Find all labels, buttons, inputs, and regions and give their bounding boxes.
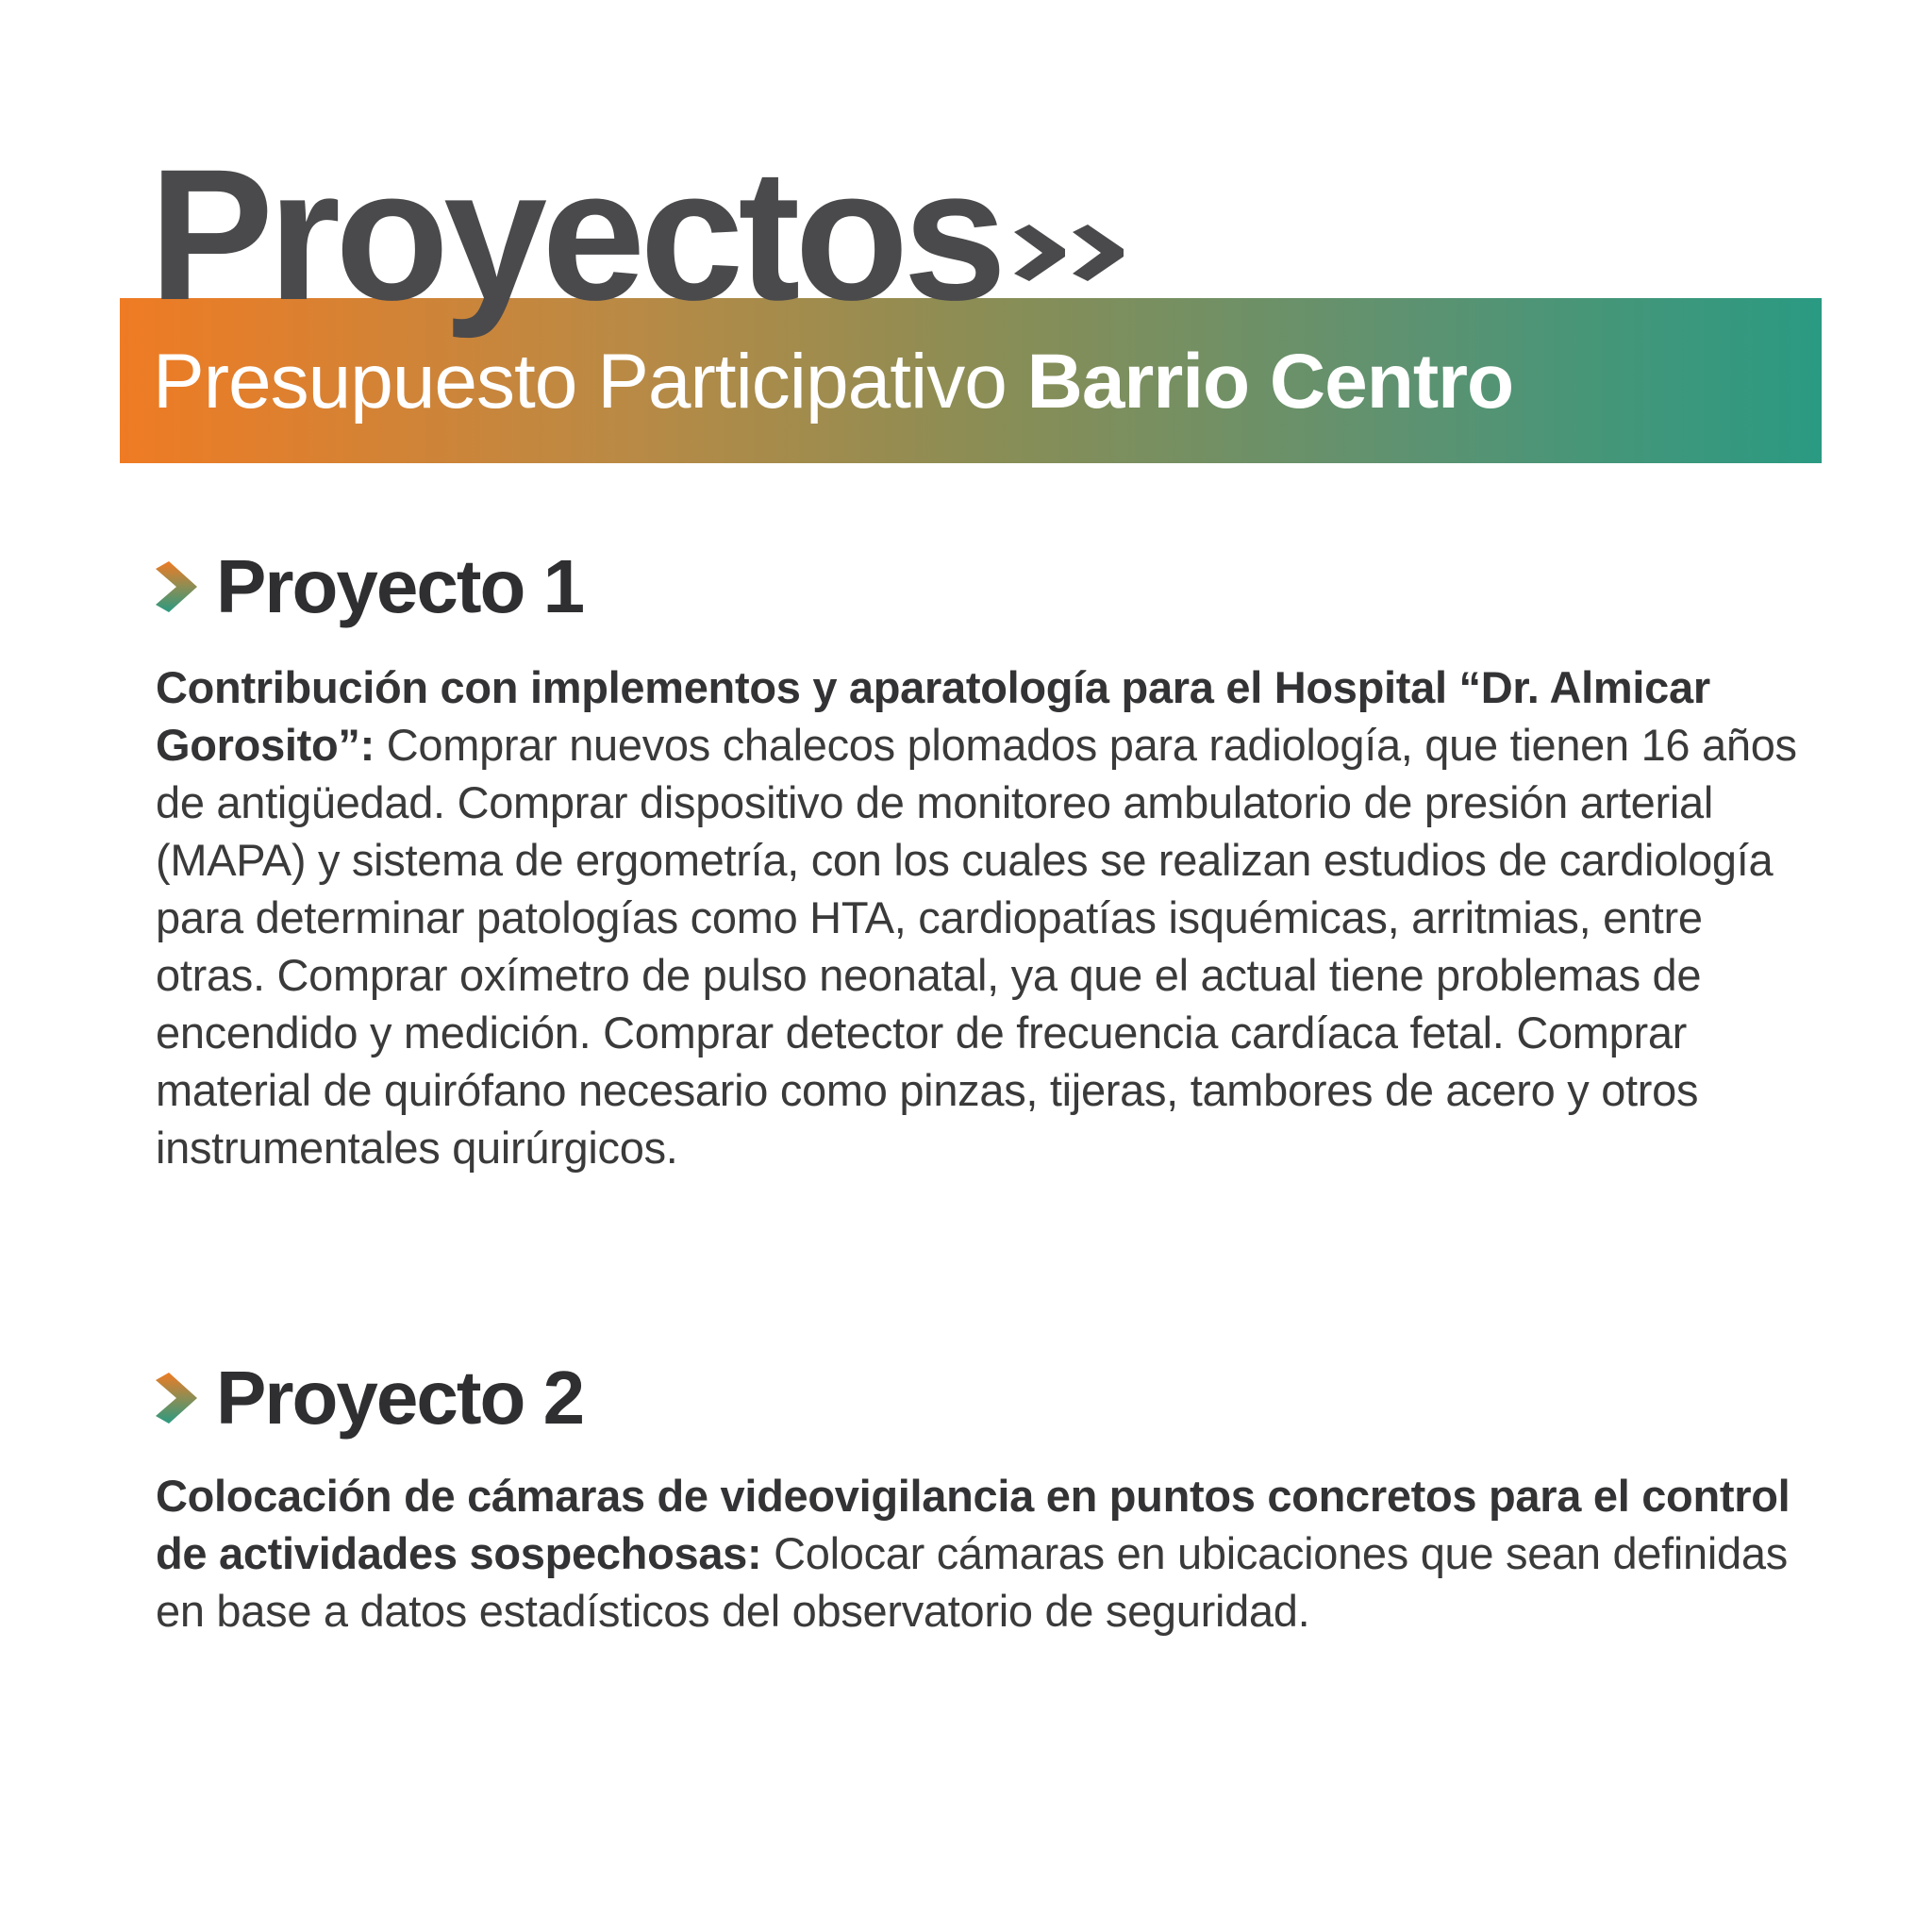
project-2-lead: Colocación de cámaras de videovigilancia en puntos concretos para el control de actividades sospechosas: xyxy=(156,1471,1790,1578)
chevron-right-icon xyxy=(156,1373,197,1424)
project-1-text: Comprar nuevos chalecos plomados para radiología, que tienen 16 años de antigüedad. Comprar dispositivo de monitoreo ambulatorio de presión arterial (MAPA) y sistema de ergometría, con los cuales se realizan estudios de cardiología para determinar patologías como HTA, cardiopatías isquémicas, arritmias, entre otras. Comprar oxímetro de pulso neonatal, ya que el actual tiene problemas de encendido y medición. Comprar detector de frecuencia cardíaca fetal. Comprar material de quirófano necesario como pinzas, tijeras, tambores de acero y otros instrumentales quirúrgicos. xyxy=(156,720,1797,1173)
project-2-title: Proyecto 2 xyxy=(216,1356,584,1440)
project-2-text: Colocar cámaras en ubicaciones que sean definidas en base a datos estadísticos del observatorio de seguridad. xyxy=(156,1528,1788,1636)
banner-subtitle-regular: Presupuesto Participativo xyxy=(153,339,1027,425)
double-chevron-right-icon xyxy=(1014,225,1129,281)
chevron-right-icon xyxy=(156,561,197,612)
page-title: Proyectos xyxy=(149,130,1002,339)
project-1-title: Proyecto 1 xyxy=(216,544,584,628)
banner-subtitle xyxy=(153,339,1514,425)
project-2-description xyxy=(156,1467,1816,1640)
banner-subtitle-bold: Barrio Centro xyxy=(1026,339,1514,425)
project-1-description xyxy=(156,658,1816,1176)
project-1-heading xyxy=(156,544,584,628)
project-2-heading xyxy=(156,1356,584,1440)
project-1-lead: Contribución con implementos y aparatología para el Hospital “Dr. Almicar Gorosito”: xyxy=(156,662,1710,770)
